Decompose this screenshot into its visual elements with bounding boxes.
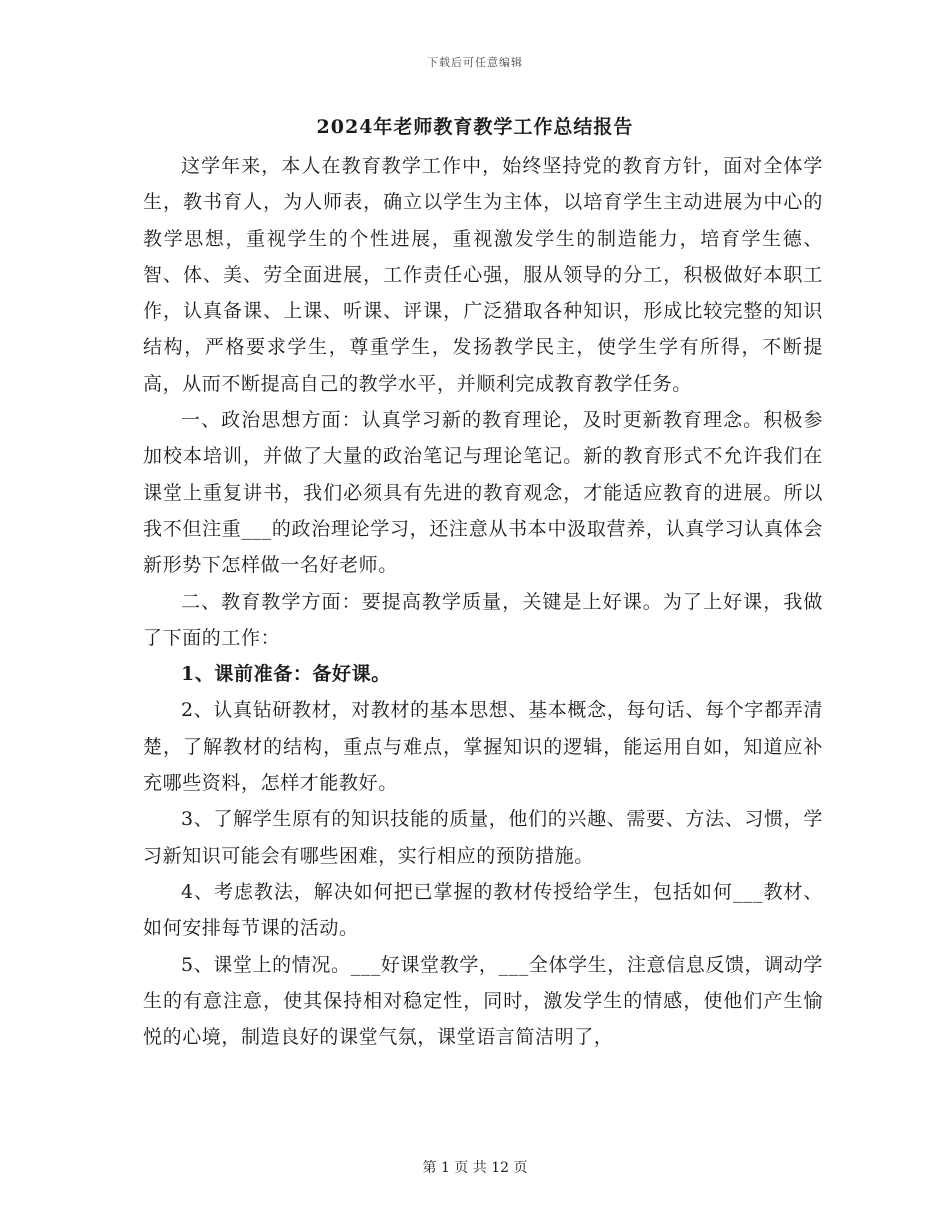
paragraph-heading-preparation: 1、课前准备：备好课。	[181, 663, 391, 686]
paragraph-item-5: 5、课堂上的情况。___好课堂教学，___全体学生，注意信息反馈，调动学生的有意注意，使其保持相对稳定性，同时，激发学生的情感，使他们产生愉悦的心境，制造良好的课堂气氛，课堂语言简洁明了，	[143, 953, 823, 1049]
paragraph-item-3: 3、了解学生原有的知识技能的质量，他们的兴趣、需要、方法、习惯，学习新知识可能会有哪些困难，实行相应的预防措施。	[143, 808, 823, 867]
paragraph-item-4: 4、考虑教法，解决如何把已掌握的教材传授给学生，包括如何___教材、如何安排每节课的活动。	[143, 880, 823, 940]
page-footer: 第 1 页 共 12 页	[422, 1160, 528, 1176]
paragraph-teaching: 二、教育教学方面：要提高教学质量，关键是上好课。为了上好课，我做了下面的工作：	[143, 590, 823, 649]
document-title: 2024年老师教育教学工作总结报告	[316, 116, 634, 138]
header-note: 下载后可任意编辑	[427, 56, 523, 69]
paragraph-intro: 这学年来，本人在教育教学工作中，始终坚持党的教育方针，面对全体学生，教书育人，为人师表，确立以学生为主体，以培育学生主动进展为中心的教学思想，重视学生的个性进展，重视激发学生的制造能力，培育学生德、智、体、美、劳全面进展，工作责任心强，服从领导的分工，积极做好本职工作，认真备课、上课、听课、评课，广泛猎取各种知识，形成比较完整的知识结构，严格要求学生，尊重学生，发扬教学民主，使学生学有所得，不断提高，从而不断提高自己的教学水平，并顺利完成教育教学任务。	[143, 155, 823, 395]
document-body	[143, 148, 823, 1055]
paragraph-item-2: 2、认真钻研教材，对教材的基本思想、基本概念，每句话、每个字都弄清楚，了解教材的结构，重点与难点，掌握知识的逻辑，能运用自如，知道应补充哪些资料，怎样才能教好。	[143, 699, 823, 795]
paragraph-political: 一、政治思想方面：认真学习新的教育理论，及时更新教育理念。积极参加校本培训，并做了大量的政治笔记与理论笔记。新的教育形式不允许我们在课堂上重复讲书，我们必须具有先进的教育观念，才能适应教育的进展。所以我不但注重___的政治理论学习，还注意从书本中汲取营养，认真学习认真体会新形势下怎样做一名好老师。	[143, 409, 823, 577]
